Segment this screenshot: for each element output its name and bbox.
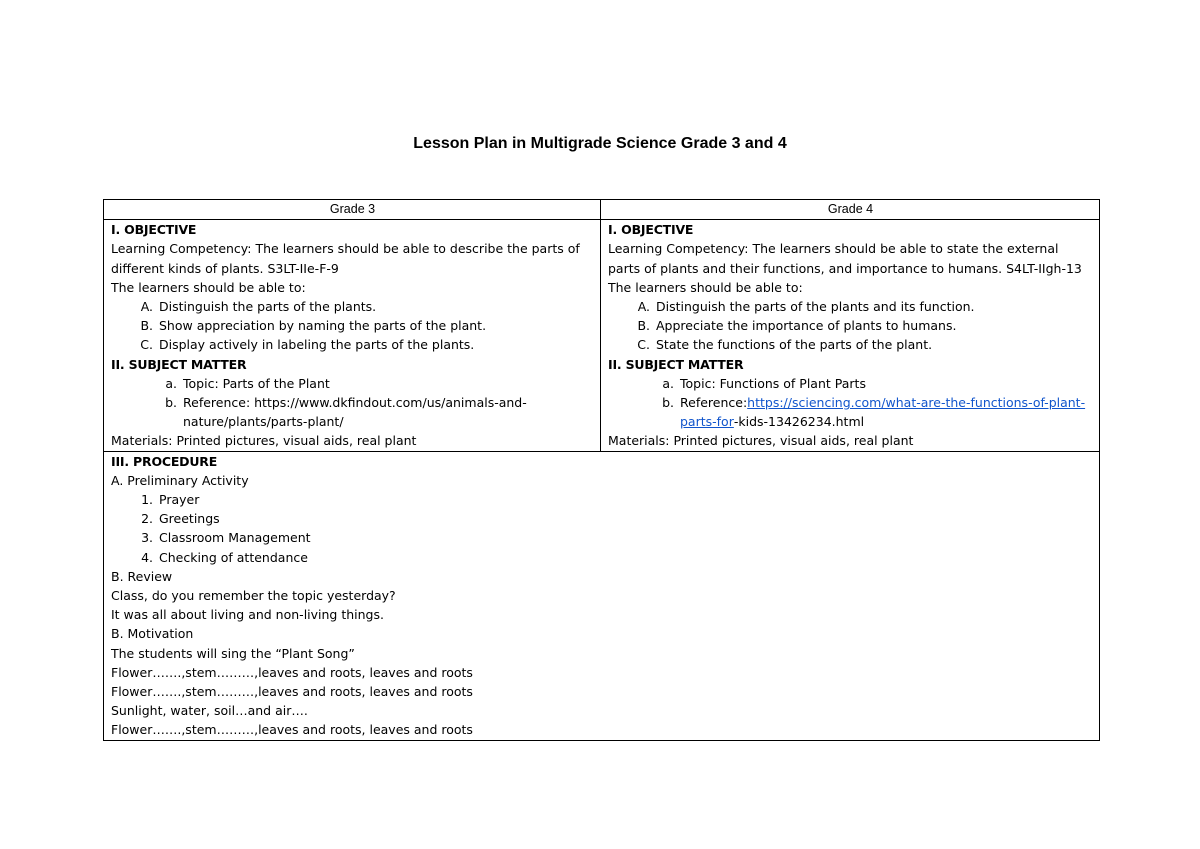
list-item: C. State the functions of the parts of the plant. (637, 337, 933, 353)
grade4-materials: Materials: Printed pictures, visual aids, real plant (608, 433, 914, 449)
preliminary-heading: A. Preliminary Activity (111, 472, 249, 488)
song-line: Flower…….,stem………,leaves and roots, leaves and roots (111, 722, 473, 738)
grade4-competency-line2: parts of plants and their functions, and importance to humans. S4LT-IIgh-13 (608, 260, 1082, 276)
list-item: 1. Prayer (141, 492, 200, 508)
grade3-topic: a. Topic: Parts of the Plant (165, 375, 330, 391)
grade3-subject-heading: II. SUBJECT MATTER (111, 356, 247, 372)
list-item: C. Display actively in labeling the parts of the plants. (140, 337, 475, 353)
song-line: Flower…….,stem………,leaves and roots, leaves and roots (111, 664, 473, 680)
motivation-line: The students will sing the “Plant Song” (111, 645, 355, 661)
lesson-plan-table (103, 199, 1100, 741)
song-line: Sunlight, water, soil…and air…. (111, 703, 308, 719)
grade4-competency-line1: Learning Competency: The learners should be able to state the external (608, 241, 1059, 257)
reference-link[interactable]: https://sciencing.com/what-are-the-functions-of-plant- (747, 395, 1086, 411)
list-item: 2. Greetings (141, 511, 220, 527)
grade4-header: Grade 4 (601, 200, 1100, 220)
grade3-materials: Materials: Printed pictures, visual aids, real plant (111, 433, 417, 449)
song-line: Flower…….,stem………,leaves and roots, leaves and roots (111, 684, 473, 700)
grade4-reference: b. Reference: https://sciencing.com/what-are-the-functions-of-plant- (608, 393, 1093, 412)
grade4-able-to: The learners should be able to: (608, 279, 803, 295)
list-item: 3. Classroom Management (141, 530, 311, 546)
grade3-cell (104, 220, 601, 451)
procedure-heading: III. PROCEDURE (111, 453, 218, 469)
page-title: Lesson Plan in Multigrade Science Grade 3 and 4 (413, 135, 787, 152)
header-row (104, 200, 1100, 220)
list-item: B. Appreciate the importance of plants to humans. (637, 318, 957, 334)
grade4-topic: a. Topic: Functions of Plant Parts (662, 375, 866, 391)
procedure-cell (104, 451, 1100, 740)
motivation-heading: B. Motivation (111, 626, 194, 642)
grade3-competency-line1: Learning Competency: The learners should be able to describe the parts of (111, 241, 580, 257)
grade3-reference: b. Reference: https://www.dkfindout.com/us/animals-and- (165, 395, 527, 411)
grade3-objective-heading: I. OBJECTIVE (111, 222, 197, 238)
list-item: B. Show appreciation by naming the parts of the plant. (140, 318, 487, 334)
list-item: A. Distinguish the parts of the plants and its function. (637, 299, 975, 315)
grade4-objective-heading: I. OBJECTIVE (608, 222, 694, 238)
objectives-row (104, 220, 1100, 451)
grade4-cell (601, 220, 1100, 451)
grade3-reference-cont: nature/plants/parts-plant/ (183, 414, 344, 430)
grade4-reference-cont: parts-for -kids-13426234.html (608, 412, 1093, 431)
review-line: It was all about living and non-living things. (111, 607, 384, 623)
grade4-subject-heading: II. SUBJECT MATTER (608, 356, 744, 372)
reference-link-cont[interactable]: parts-for (680, 414, 734, 430)
grade3-competency-line2: different kinds of plants. S3LT-IIe-F-9 (111, 260, 339, 276)
list-item: A. Distinguish the parts of the plants. (140, 299, 377, 315)
review-heading: B. Review (111, 568, 173, 584)
procedure-row (104, 451, 1100, 740)
review-line: Class, do you remember the topic yesterday? (111, 588, 396, 604)
grade3-able-to: The learners should be able to: (111, 279, 306, 295)
list-item: 4. Checking of attendance (141, 549, 308, 565)
grade3-header: Grade 3 (104, 200, 601, 220)
